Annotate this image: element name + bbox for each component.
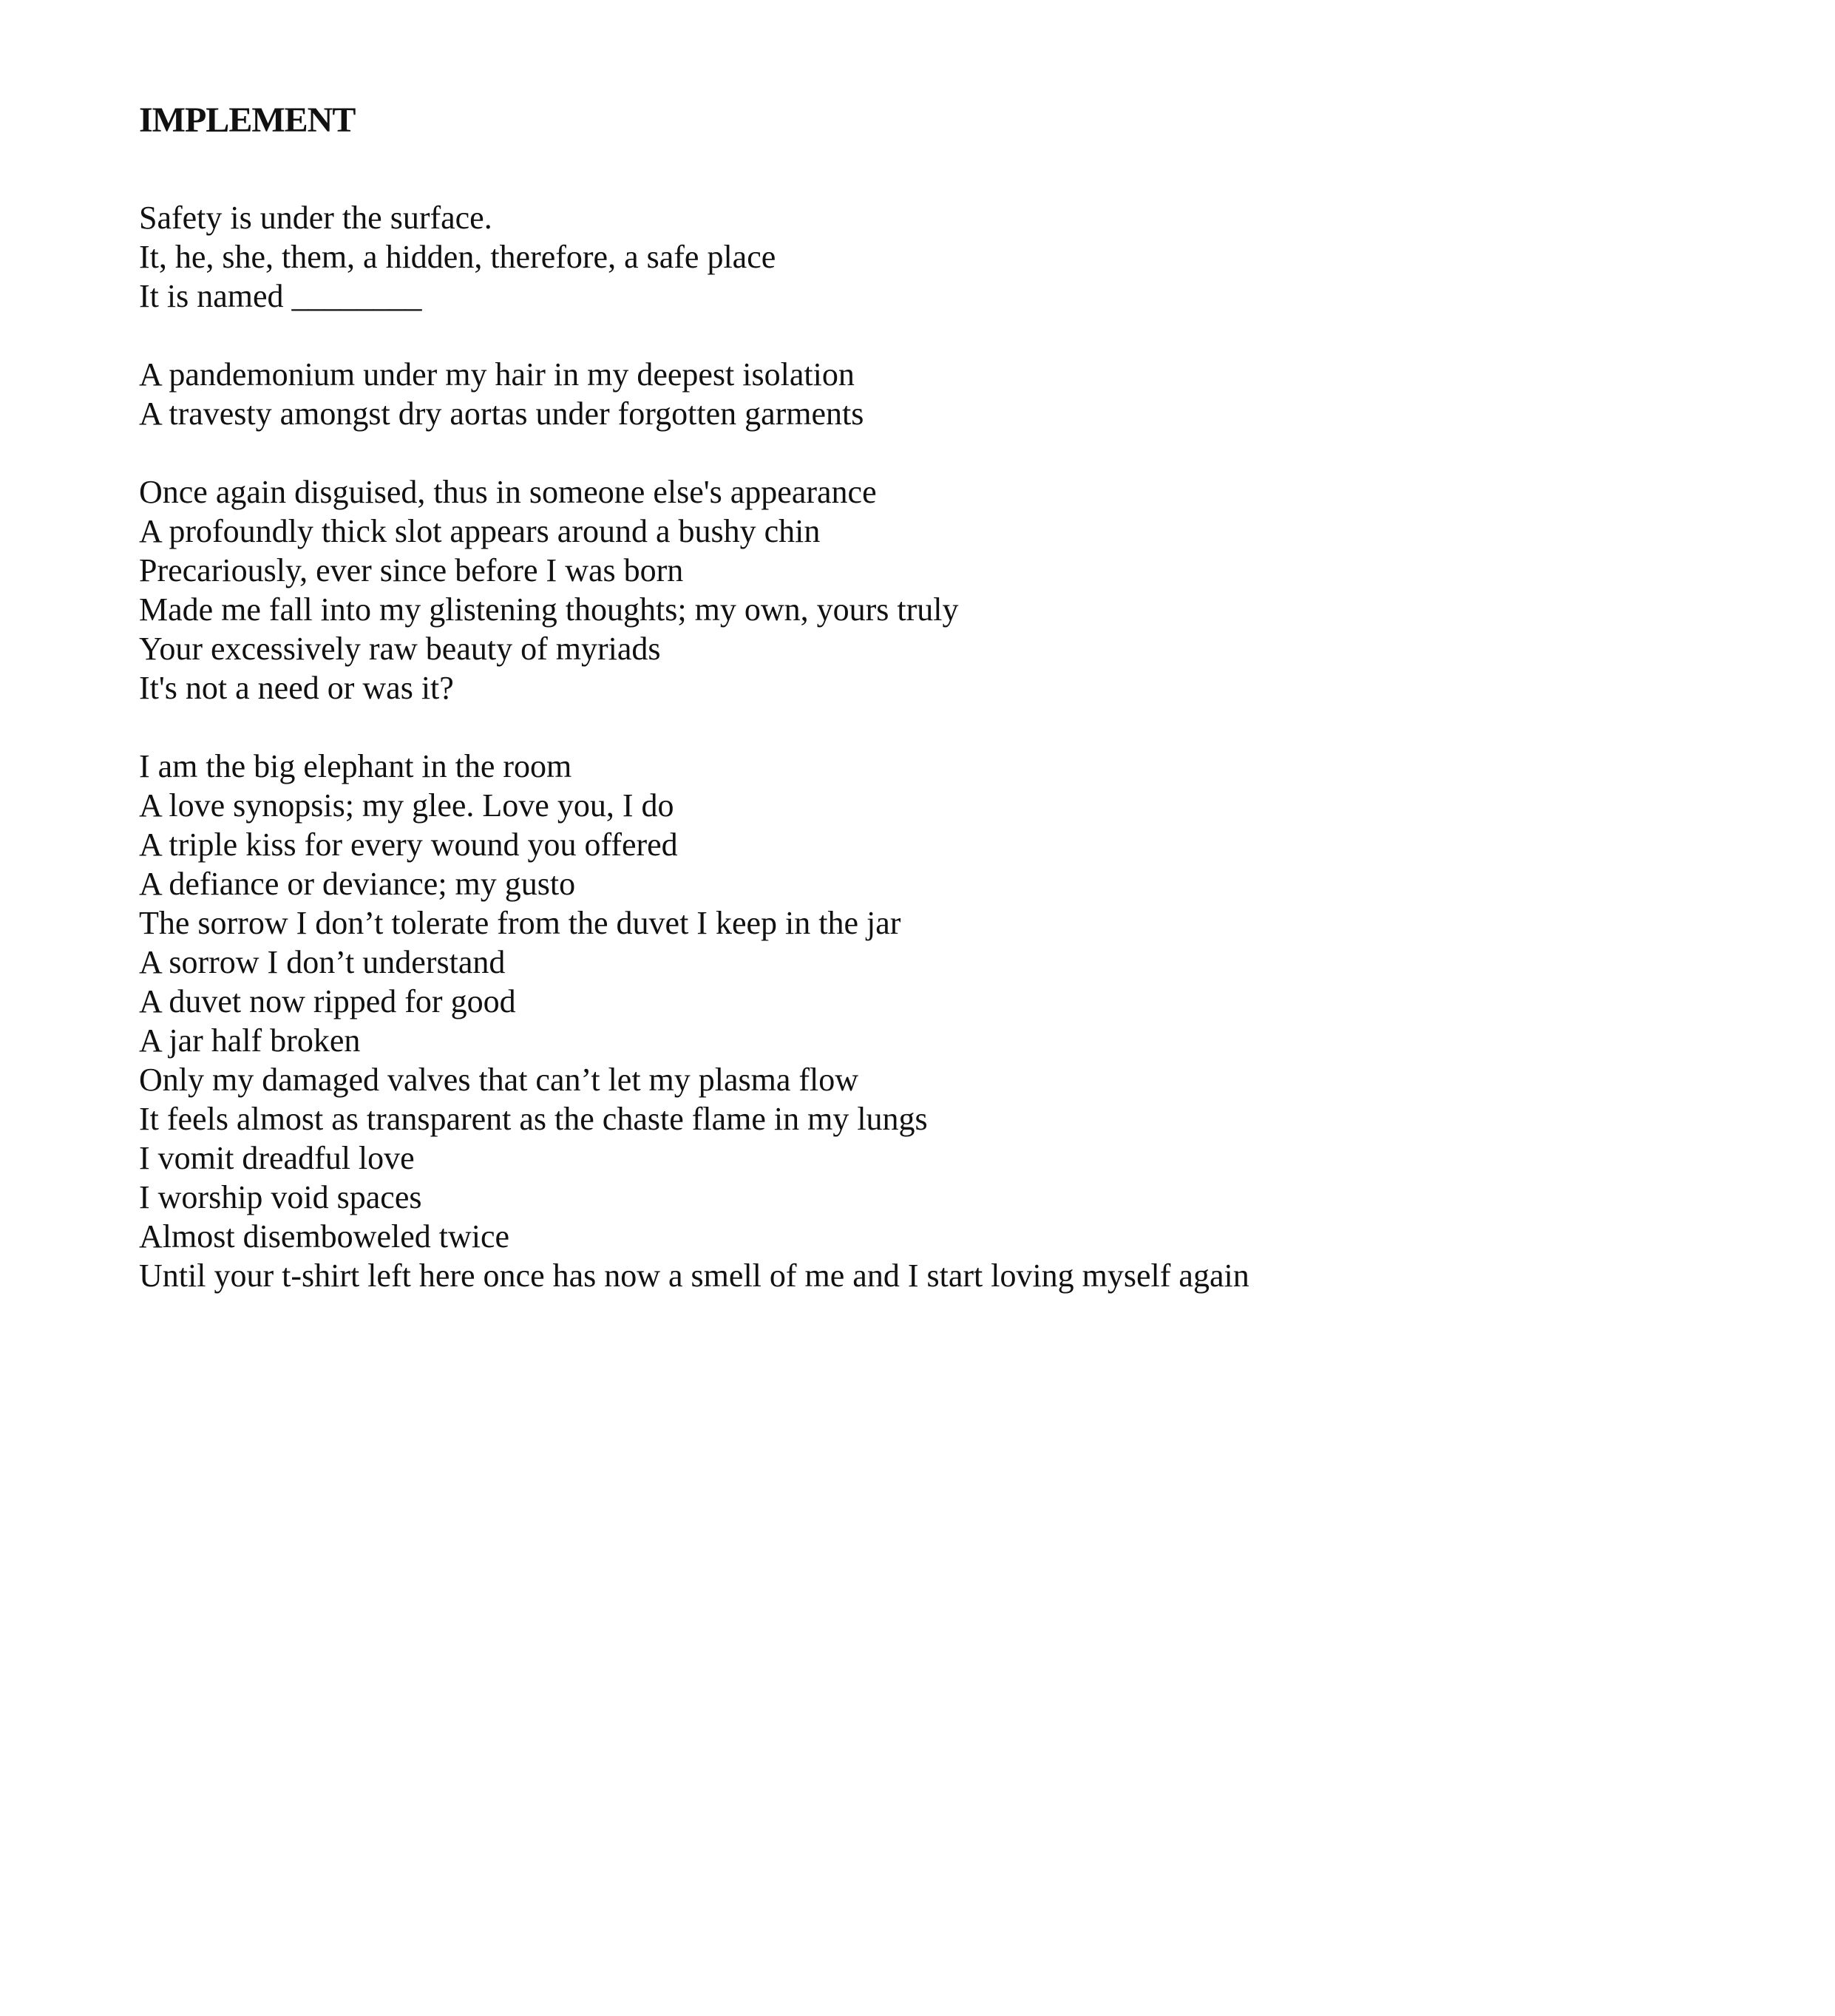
poem-line: It's not a need or was it? <box>139 670 454 706</box>
poem-line: A defiance or deviance; my gusto <box>139 866 576 902</box>
poem-title: IMPLEMENT <box>139 101 356 140</box>
poem-line: A profoundly thick slot appears around a bushy chin <box>139 513 821 549</box>
poem-line: Precariously, ever since before I was born <box>139 552 684 588</box>
stanza-4 <box>139 747 1766 1295</box>
poem-page <box>139 95 1766 1334</box>
poem-line: I worship void spaces <box>139 1179 422 1215</box>
poem-line: A jar half broken <box>139 1022 361 1059</box>
poem-line: It is named ________ <box>139 278 422 314</box>
poem-line: It, he, she, them, a hidden, therefore, a safe place <box>139 239 776 275</box>
poem-line: A travesty amongst dry aortas under forgotten garments <box>139 396 864 432</box>
poem-line: A triple kiss for every wound you offered <box>139 827 678 863</box>
poem-line: It feels almost as transparent as the chaste flame in my lungs <box>139 1101 928 1137</box>
poem-line: I vomit dreadful love <box>139 1140 415 1176</box>
poem-line: The sorrow I don’t tolerate from the duvet I keep in the jar <box>139 905 901 941</box>
poem-line: Made me fall into my glistening thoughts; my own, yours truly <box>139 591 959 628</box>
poem-line: A sorrow I don’t understand <box>139 944 506 980</box>
poem-line: Once again disguised, thus in someone else's appearance <box>139 474 877 510</box>
poem-line: Only my damaged valves that can’t let my plasma flow <box>139 1062 859 1098</box>
poem-line: A love synopsis; my glee. Love you, I do <box>139 787 674 824</box>
poem-line: Your excessively raw beauty of myriads <box>139 631 661 667</box>
poem-line: Safety is under the surface. <box>139 200 492 236</box>
poem-line: I am the big elephant in the room <box>139 748 572 784</box>
stanza-3 <box>139 472 1766 707</box>
stanza-2 <box>139 355 1766 433</box>
poem-line: A duvet now ripped for good <box>139 983 516 1019</box>
poem-line: Until your t-shirt left here once has now a smell of me and I start loving myself again <box>139 1258 1249 1294</box>
poem-line: A pandemonium under my hair in my deepest isolation <box>139 356 855 393</box>
poem-line: Almost disemboweled twice <box>139 1218 510 1255</box>
stanza-1 <box>139 198 1766 316</box>
